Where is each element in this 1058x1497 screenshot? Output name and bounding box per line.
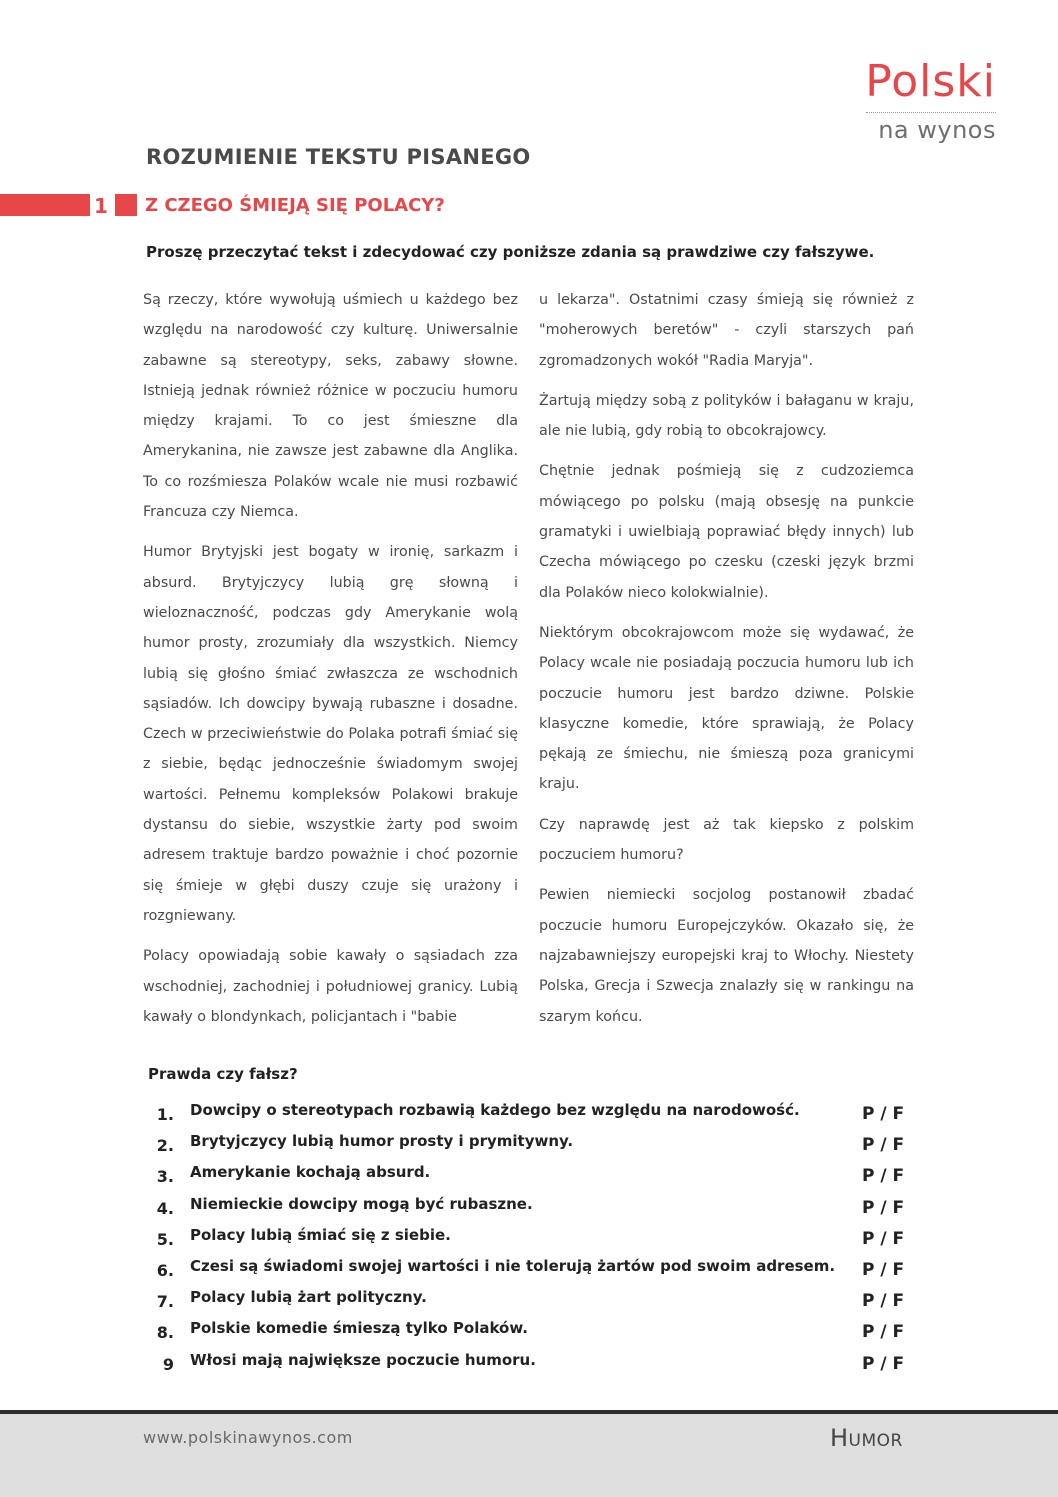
quiz-item-number: 6. xyxy=(156,1260,174,1280)
paragraph: Polacy opowiadają sobie kawały o sąsiadach zza wschodniej, zachodniej i południowej granicy. Lubią kawały o blondynkach, policjantach i "babie xyxy=(143,948,518,1025)
quiz-item-choice[interactable]: P / F xyxy=(862,1291,905,1312)
quiz-item-number: 4. xyxy=(156,1198,174,1218)
paragraph: Humor Brytyjski jest bogaty w ironię, sarkazm i absurd. Brytyjczycy lubią grę słowną i wieloznaczność, podczas gdy Amerykanie wolą humor prosty, zrozumiały dla wszystkich. Niemcy lubią się głośno śmiać zwłaszcza ze wschodnich sąsiadów. Ich dowcipy bywają rubaszne i dosadne. Czech w przeciwieństwie do Polaka potrafi śmiać się z siebie, będąc jednocześnie świadomym swojej wartości. Pełnemu kompleksów Polakowi brakuje dystansu do siebie, wszystkie żarty pod swoim adresem traktuje bardzo poważnie i choć pozornie się śmieje w głębi duszy czuje się urażony i rozgniewany. xyxy=(143,544,518,924)
quiz-item xyxy=(150,1222,910,1253)
quiz-item-statement: Polacy lubią żart polityczny. xyxy=(190,1288,427,1307)
quiz-item-choice[interactable]: P / F xyxy=(862,1353,905,1374)
quiz-item-choice[interactable]: P / F xyxy=(862,1259,905,1280)
quiz-item-number: 3. xyxy=(156,1167,174,1187)
paragraph: Są rzeczy, które wywołują uśmiech u każdego bez względu na narodowość czy kulturę. Uniwersalnie zabawne są stereotypy, seks, zabawy słowne. Istnieją jednak również różnice w poczuciu humoru między krajami. To co jest śmieszne dla Amerykanina, nie zawsze jest zabawne dla Anglika. To co rozśmiesza Polaków wcale nie musi rozbawić Francuza czy Niemca. xyxy=(143,292,518,521)
quiz-item-statement: Włosi mają największe poczucie humoru. xyxy=(190,1350,536,1369)
exercise-title: Z CZEGO ŚMIEJĄ SIĘ POLACY? xyxy=(145,195,445,216)
paragraph: Czy naprawdę jest aż tak kiepsko z polskim poczuciem humoru? xyxy=(539,816,914,864)
paragraph: Żartują między sobą z polityków i bałaganu w kraju, ale nie lubią, gdy robią to obcokrajowcy. xyxy=(539,392,914,440)
quiz-item-statement: Polskie komedie śmieszą tylko Polaków. xyxy=(190,1319,528,1338)
quiz-item-choice[interactable]: P / F xyxy=(862,1135,905,1156)
exercise-accent-square xyxy=(115,194,137,216)
quiz-item-number: 1. xyxy=(156,1105,174,1124)
quiz-item-statement: Niemieckie dowcipy mogą być rubaszne. xyxy=(190,1194,533,1213)
quiz-item-statement: Brytyjczycy lubią humor prosty i prymitywny. xyxy=(190,1132,574,1151)
text-column-left xyxy=(143,285,518,1042)
quiz-item-choice[interactable]: P / F xyxy=(862,1322,905,1343)
quiz-item-number: 2. xyxy=(156,1136,174,1156)
section-title: ROZUMIENIE TEKSTU PISANEGO xyxy=(146,145,531,169)
footer-url[interactable]: www.polskinawynos.com xyxy=(143,1428,353,1447)
quiz-item-number: 8. xyxy=(156,1323,174,1343)
quiz-item-choice[interactable]: P / F xyxy=(862,1197,905,1218)
quiz-item xyxy=(150,1315,910,1346)
quiz-item-statement: Amerykanie kochają absurd. xyxy=(190,1163,431,1182)
quiz-item-number: 5. xyxy=(156,1229,174,1249)
quiz-item-statement: Czesi są świadomi swojej wartości i nie tolerują żartów pod swoim adresem. xyxy=(190,1256,836,1275)
logo-main-text: Polski xyxy=(865,56,996,107)
quiz-item xyxy=(150,1128,910,1159)
quiz-item-statement: Dowcipy o stereotypach rozbawią każdego bez względu na narodowość. xyxy=(190,1101,800,1119)
text-column-right xyxy=(539,285,914,1042)
paragraph: u lekarza". Ostatnimi czasy śmieją się również z "moherowych beretów" - czyli starszych pań zgromadzonych wokół "Radia Maryja". xyxy=(539,292,914,369)
exercise-accent-bar xyxy=(0,194,90,216)
quiz-title: Prawda czy fałsz? xyxy=(148,1065,298,1083)
quiz-item xyxy=(150,1159,910,1190)
quiz-item-choice[interactable]: P / F xyxy=(862,1166,905,1187)
paragraph: Pewien niemiecki socjolog postanowił zbadać poczucie humoru Europejczyków. Okazało się, że najzabawniejszy europejski kraj to Włochy. Niestety Polska, Grecja i Szwecja znalazły się w rankingu na szarym końcu. xyxy=(539,887,914,1025)
paragraph: Niektórym obcokrajowcom może się wydawać, że Polacy wcale nie posiadają poczucia humoru lub ich poczucie humoru jest bardzo dziwne. Polskie klasyczne komedie, które sprawiają, że Polacy pękają ze śmiechu, nie śmieszą poza granicymi kraju. xyxy=(539,624,914,793)
logo-sub-text: na wynos xyxy=(878,116,996,144)
instruction: Proszę przeczytać tekst i zdecydować czy poniższe zdania są prawdziwe czy fałszywe. xyxy=(146,243,875,261)
logo xyxy=(836,56,996,147)
quiz-item xyxy=(150,1191,910,1222)
quiz-item xyxy=(150,1347,910,1378)
footer-topic: Humor xyxy=(830,1424,903,1452)
exercise-number: 1 xyxy=(94,194,108,218)
quiz-item-choice[interactable]: P / F xyxy=(862,1104,905,1124)
quiz-item xyxy=(150,1253,910,1284)
quiz-item-number: 9 xyxy=(162,1354,174,1374)
quiz-item xyxy=(150,1284,910,1315)
quiz-list xyxy=(150,1097,910,1378)
quiz-item-number: 7. xyxy=(156,1292,174,1312)
paragraph: Chętnie jednak pośmieją się z cudzoziemca mówiącego po polsku (mają obsesję na punkcie gramatyki i uwielbiają poprawiać błędy innych) lub Czecha mówiącego po czesku (czeski język brzmi dla Polaków nieco kolokwialnie). xyxy=(539,463,914,601)
quiz-item xyxy=(150,1097,910,1128)
quiz-item-choice[interactable]: P / F xyxy=(862,1228,905,1249)
quiz-item-statement: Polacy lubią śmiać się z siebie. xyxy=(190,1225,451,1244)
